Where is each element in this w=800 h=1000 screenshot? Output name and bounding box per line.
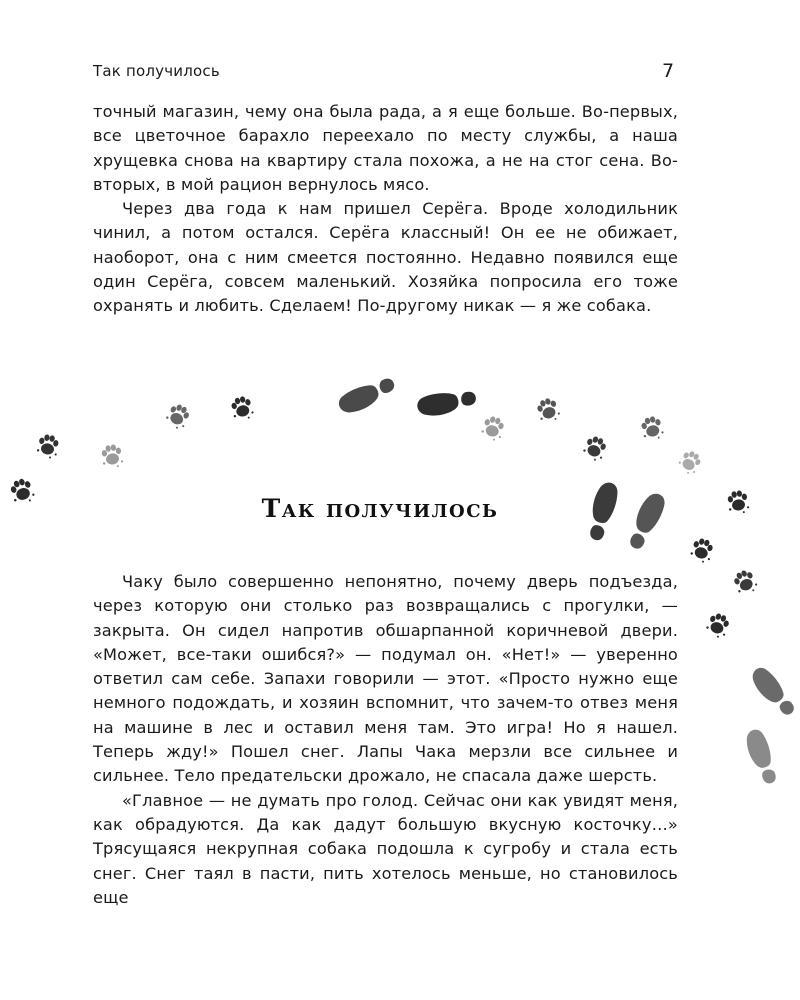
page-number: 7: [662, 60, 675, 82]
paw-print-icon: [639, 415, 665, 443]
paw-print-icon: [689, 537, 715, 565]
boot-print-icon: [742, 727, 781, 787]
paw-print-icon: [36, 433, 60, 459]
paragraph: Через два года к нам пришел Серёга. Вроде холодильник чинил, а потом остался. Серёга классный! Он ее не обижает, наоборот, она с ним смеется постоянно. Недавно появился еще один Серёга, совсем маленький. Хозяйка попросила его тоже охранять и любить. Сделаем! По-другому никак — я же собака.: [93, 199, 678, 316]
paw-print-icon: [164, 402, 192, 432]
boot-print-icon: [416, 387, 478, 419]
chapter-title: Так получилось: [261, 494, 499, 523]
boot-print-icon: [336, 373, 399, 418]
paw-print-icon: [704, 611, 731, 640]
paragraph: «Главное — не думать про голод. Сейчас они как увидят меня, как обрадуются. Да как дадут большую вкусную косточку…» Трясущаяся некрупная собака подошла к сугробу и стала есть снег. Снег таял в пасти, пить хотелось меньше, но становилось еще: [93, 790, 678, 907]
boot-print-icon: [747, 664, 799, 720]
paw-print-icon: [535, 396, 562, 425]
previous-chapter-text: [93, 100, 678, 319]
paw-print-icon: [480, 415, 506, 443]
paw-print-icon: [100, 443, 124, 469]
paragraph: Чаку было совершенно непонятно, почему дверь подъезда, через которую они столько раз возвращались с прогулки, — закрыта. Он сидел напротив обшарпанной коричневой двери. «Может, все-таки ошибся?» — подумал он. «Нет!» — уверенно ответил сам себе. Запахи говорили — этот. «Просто нужно еще немного подождать, и хозяин вспомнит, что зачем-то отвез меня на машине в лес и оставил меня там. Это игра! Но я нашел. Теперь жду!» Пошел снег. Лапы Чака мерзли все сильнее и сильнее. Тело предательски дрожало, не спасала даже шерсть.: [93, 572, 678, 786]
paragraph: точный магазин, чему она была рада, а я еще больше. Во-первых, все цветочное барахло переехало по месту службы, а наша хрущевка снова на квартиру стала похожа, а не на стог сена. Во-вторых, в мой рацион вернулось мясо.: [93, 102, 678, 194]
running-head: Так получилось: [93, 62, 220, 80]
paw-print-icon: [581, 434, 608, 463]
paw-print-icon: [731, 568, 759, 598]
chapter-text: [93, 570, 678, 910]
paw-print-icon: [229, 395, 255, 423]
paw-print-icon: [676, 448, 704, 477]
